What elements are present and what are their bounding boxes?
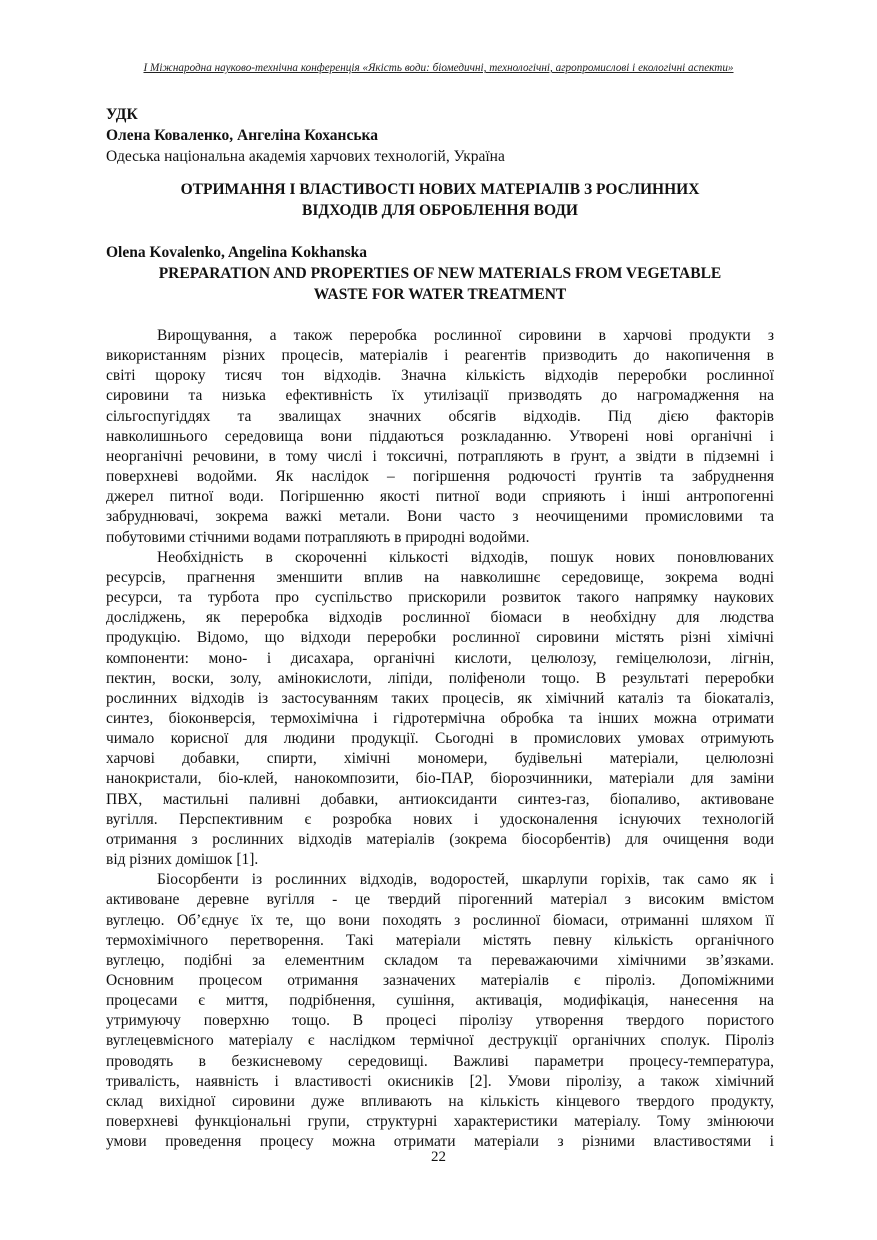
body-text bbox=[106, 326, 774, 1152]
authors-english: Olena Kovalenko, Angelina Kokhanska bbox=[106, 244, 367, 261]
paragraph-line: Необхідність в скороченні кількості відходів, пошук нових поновлюваних bbox=[157, 548, 774, 566]
paragraph-line: забруднювачі, зокрема важкі метали. Вони часто з неочищеними промисловими та bbox=[106, 508, 774, 526]
paragraph-line: вуглецевмісного матеріалу є наслідком термічної деструкції органічних сполук. Піроліз bbox=[106, 1032, 774, 1050]
paragraph-line: ПВХ, мастильні паливні добавки, антиоксиданти синтез-газ, біопаливо, активоване bbox=[106, 790, 774, 808]
paragraph-line: процесами є миття, подрібнення, сушіння, активація, модифікація, нанесення на bbox=[106, 992, 774, 1010]
paragraph-line: вуглецю. Об’єднує їх те, що вони походять з рослинної біомаси, отриманні шляхом її bbox=[106, 911, 774, 929]
paragraph-line: синтез, біоконверсія, термохімічна і гідротермічна обробка та інших можна отримати bbox=[106, 709, 774, 727]
paragraph-line: рослинних відходів із застосуванням таких процесів, як хімічний каталіз та біокаталіз, bbox=[106, 689, 774, 707]
paragraph-line: сировини та низька ефективність їх утилізації призводять до нагромадження на bbox=[106, 387, 774, 405]
paragraph-line: склад вихідної сировини дуже впливають на кількість кінцевого твердого продукту, bbox=[106, 1092, 774, 1110]
paragraph-line: світі щороку тисяч тон відходів. Значна кількість відходів переробки рослинної bbox=[106, 367, 774, 385]
udk-label: УДК bbox=[106, 106, 138, 123]
title-ukrainian-line-2: ВІДХОДІВ ДЛЯ ОБРОБЛЕННЯ ВОДИ bbox=[302, 202, 578, 219]
paragraph-line: ресурсів, прагнення зменшити вплив на навколишнє середовище, зокрема водні bbox=[106, 568, 774, 586]
paragraph-line: тривалість, наявність і властивості окисників [2]. Умови піролізу, а також хімічний bbox=[106, 1072, 774, 1090]
paragraph-line: використанням різних процесів, матеріалів і реагентів призводить до накопичення в bbox=[106, 347, 774, 365]
paragraph-line: побутовими стічними водами потрапляють в природні водойми. bbox=[106, 528, 530, 546]
authors-ukrainian: Олена Коваленко, Ангеліна Коханська bbox=[106, 127, 378, 144]
paragraph-line: Вирощування, а також переробка рослинної сировини в харчові продукти з bbox=[157, 327, 774, 344]
paragraph-line: нанокристали, біо-клей, нанокомпозити, біо-ПАР, біорозчинники, матеріали для заміни bbox=[106, 770, 774, 788]
paragraph-line: активоване деревне вугілля - це твердий пірогенний матеріал з високим вмістом bbox=[106, 891, 774, 909]
page-number: 22 bbox=[431, 1149, 446, 1165]
paragraph-line: неорганічні речовини, в тому числі і токсичні, потрапляють в ґрунт, а звідти в підземні і bbox=[106, 447, 774, 465]
paragraph-line: утримуючу поверхню тощо. В процесі піролізу утворення твердого пористого bbox=[106, 1012, 774, 1030]
paragraph-line: ресурси, та турбота про суспільство прискорили розвиток такого напрямку наукових bbox=[106, 589, 774, 607]
paragraph-line: умови проведення процесу можна отримати матеріали з різними властивостями і bbox=[106, 1133, 774, 1151]
paragraph-line: чимало корисної для людини продукції. Сьогодні в промислових умовах отримують bbox=[106, 730, 774, 748]
paragraph-line: проводять в безкисневому середовищі. Важливі параметри процесу-температура, bbox=[106, 1052, 774, 1070]
paragraph-line: продукцію. Відомо, що відходи переробки рослинної сировини містять різні хімічні bbox=[106, 629, 774, 647]
running-header: І Міжнародна науково-технічна конференція «Якість води: біомедичні, технологічні, агропромислові і екологічні аспекти» bbox=[143, 62, 734, 74]
title-english-line-1: PREPARATION AND PROPERTIES OF NEW MATERIALS FROM VEGETABLE bbox=[158, 265, 722, 282]
paragraph-line: отримання з рослинних відходів матеріалів (зокрема біосорбентів) для очищення води bbox=[106, 830, 774, 848]
affiliation: Одеська національна академія харчових технологій, Україна bbox=[106, 148, 505, 165]
paragraph-line: навколишнього середовища вони піддаються розкладанню. Утворені нові органічні і bbox=[106, 427, 774, 445]
paragraph-line: сільгоспугіддях та звалищах значних обсягів відходів. Під дією факторів bbox=[106, 407, 774, 425]
paragraph-line: вуглецю, подібні за елементним складом та переважаючими хімічними зв’язками. bbox=[106, 951, 774, 969]
paragraph-line: досліджень, як переробка відходів рослинної біомаси в необхідну для людства bbox=[106, 609, 774, 627]
paragraph-line: пектин, воски, золу, амінокислоти, ліпіди, поліфеноли тощо. В результаті переробки bbox=[106, 669, 774, 687]
article-content bbox=[106, 104, 774, 1152]
paragraph-line: Основним процесом отримання зазначених матеріалів є піроліз. Допоміжними bbox=[106, 972, 774, 989]
paragraph-line: термохімічного перетворення. Такі матеріали містять певну кількість органічного bbox=[106, 931, 774, 949]
paragraph-line: Біосорбенти із рослинних відходів, водоростей, шкарлупи горіхів, так само як і bbox=[157, 871, 774, 889]
paragraph-line: джерел питної води. Погіршенню якості питної води сприяють і інші антропогенні bbox=[106, 488, 774, 506]
paragraph-line: вугілля. Перспективним є розробка нових і удосконалення існуючих технологій bbox=[106, 810, 774, 828]
paragraph-line: харчові добавки, спирти, хімічні мономери, будівельні матеріали, целюлозні bbox=[106, 750, 774, 768]
paragraph-line: від різних домішок [1]. bbox=[106, 851, 259, 869]
title-ukrainian-line-1: ОТРИМАННЯ І ВЛАСТИВОСТІ НОВИХ МАТЕРІАЛІВ З РОСЛИННИХ bbox=[180, 181, 700, 198]
title-english-line-2: WASTE FOR WATER TREATMENT bbox=[313, 286, 567, 303]
paragraph-line: компоненти: моно- і дисахара, органічні кислоти, целюлозу, геміцелюлози, лігнін, bbox=[106, 649, 774, 667]
paragraph-line: поверхневі функціональні групи, структурні характеристики матеріалу. Тому змінюючи bbox=[106, 1113, 774, 1131]
paragraph-line: поверхневі водойми. Як наслідок – погіршення родючості ґрунтів та забруднення bbox=[106, 468, 774, 486]
